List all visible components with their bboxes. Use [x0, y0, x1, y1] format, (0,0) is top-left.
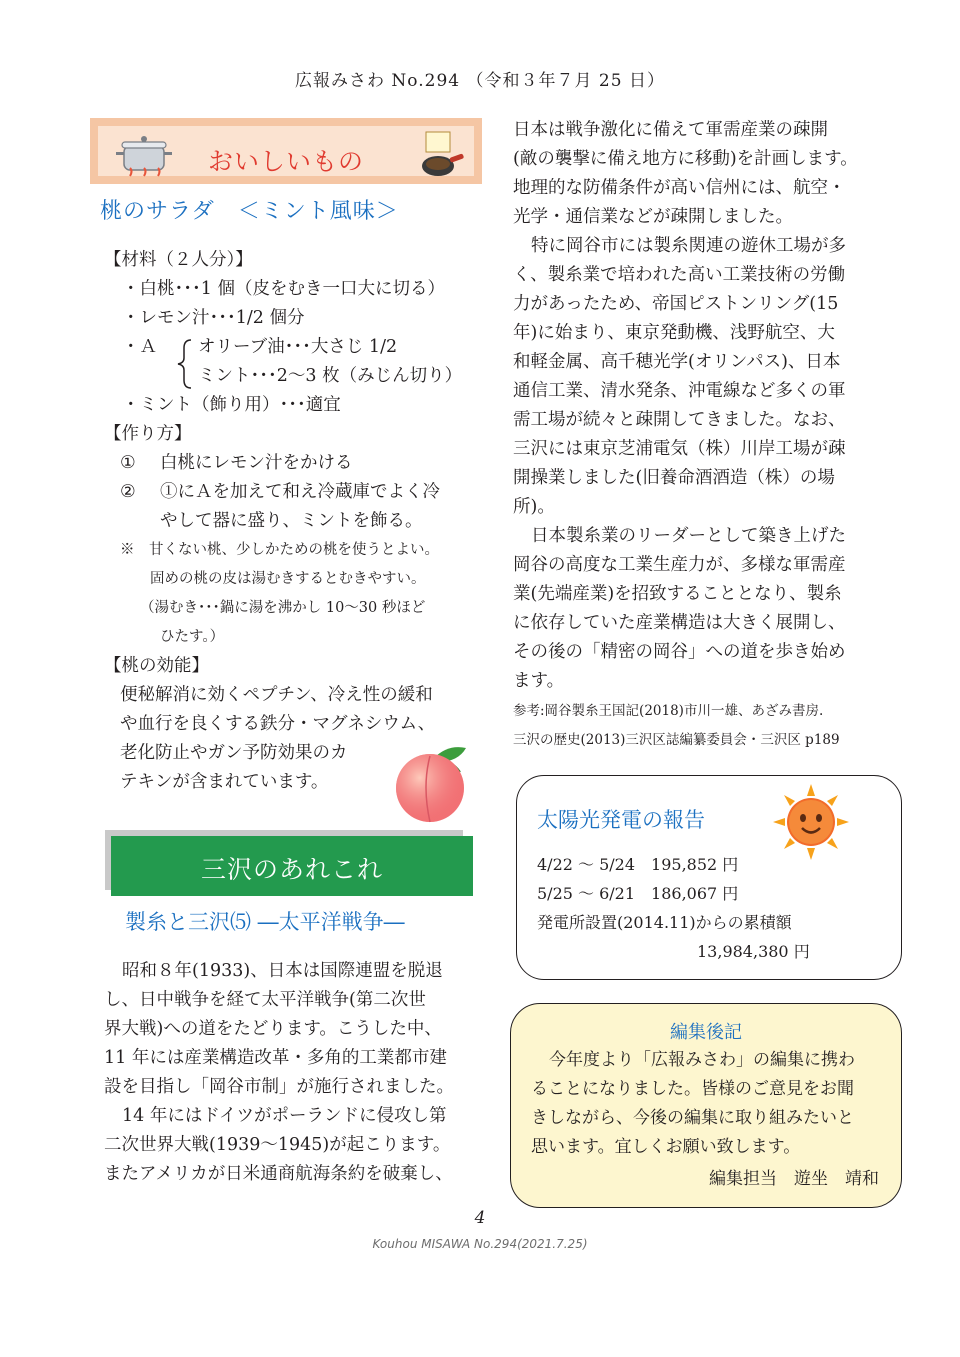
postscript-line: 思います。宜しくお願い致します。	[531, 1137, 801, 1157]
article-line: 二次世界大戦(1939～1945)が起こります。	[104, 1135, 451, 1155]
article-line: 需工場が続々と疎開してきました。なお、	[513, 410, 846, 430]
article-line: その後の「精密の岡谷」への道を歩き始め	[513, 642, 846, 662]
effect-text: や血行を良くする鉄分・マグネシウム、	[120, 714, 436, 734]
ingredient-a-label: ・Ａ	[122, 337, 157, 357]
article-line: 年)に始まり、東京発動機、浅野航空、大	[513, 323, 835, 343]
ingredient-a-item: オリーブ油･･･大さじ 1/2	[198, 337, 398, 357]
article-line: 日本製糸業のリーダーとして築き上げた	[531, 526, 846, 546]
postscript-title: 編集後記	[670, 1022, 742, 1043]
article-line: 開操業しました(旧養命酒酒造（株）の場	[513, 468, 835, 488]
step-text: ①にＡを加えて和え冷蔵庫でよく冷	[160, 482, 440, 502]
page-footer: Kouhou MISAWA No.294(2021.7.25)	[372, 1237, 588, 1251]
postscript-line: きしながら、今後の編集に取り組みたいと	[531, 1108, 854, 1128]
solar-report-box	[516, 775, 902, 980]
sanzawa-banner	[105, 830, 473, 896]
article-line: 三沢には東京芝浦電気（株）川岸工場が疎	[513, 439, 846, 459]
oishii-title: おいしいもの	[207, 147, 364, 176]
article-line: 設を目指し「岡谷市制」が施行されました。	[104, 1077, 454, 1097]
effect-text: 便秘解消に効くペプチン、冷え性の緩和	[120, 685, 433, 705]
recipe-title: 桃のサラダ ＜ミント風味＞	[100, 199, 399, 224]
reference-line: 参考:岡谷製糸王国記(2018)市川一雄、あざみ書房.	[513, 703, 824, 719]
article-line: 地理的な防備条件が高い信州には、航空・	[513, 178, 846, 198]
ingredient-a-item: ミント･･･2～3 枚（みじん切り）	[198, 366, 463, 386]
solar-cumulative-label: 発電所設置(2014.11)からの累積額	[537, 913, 792, 932]
article-line: 和軽金属、高千穂光学(オリンパス)、日本	[513, 352, 841, 372]
step-number: ②	[120, 482, 136, 502]
sanzawa-title: 三沢のあれこれ	[200, 855, 383, 884]
note-text: ※ 甘くない桃、少しかための桃を使うとよい。	[120, 542, 439, 558]
article-line: 力があったため、帝国ピストンリング(15	[513, 294, 839, 314]
article-line: 特に岡谷市には製糸関連の遊休工場が多	[531, 236, 846, 256]
article-line: (敵の襲撃に備え地方に移動)を計画します。	[513, 149, 858, 169]
solar-period-2: 5/25 ～ 6/21 186,067 円	[537, 884, 739, 903]
step-number: ①	[120, 453, 136, 473]
note-text: ひたす。）	[160, 629, 225, 645]
ingredient-item: ・ミント（飾り用）･･･適宜	[122, 395, 341, 415]
postscript-signature: 編集担当 遊坐 靖和	[709, 1169, 879, 1189]
effect-heading: 【桃の効能】	[104, 656, 209, 676]
article-line: 業(先端産業)を招致することとなり、製糸	[513, 584, 842, 604]
article-line: 通信工業、清水発条、沖電線など多くの軍	[513, 381, 846, 401]
reference-line: 三沢の歴史(2013)三沢区誌編纂委員会・三沢区 p189	[513, 732, 840, 748]
page-number: 4	[474, 1208, 486, 1228]
postscript-line: ることになりました。皆様のご意見をお聞	[531, 1079, 854, 1099]
article-line: に依存していた産業構造は大きく展開し、	[513, 613, 846, 633]
note-text: （湯むき･･･鍋に湯を沸かし 10～30 秒ほど	[140, 600, 426, 616]
oishii-banner	[90, 118, 482, 184]
note-text: 固めの桃の皮は湯むきするとむきやすい。	[150, 571, 426, 587]
article-line: 所)。	[513, 497, 555, 517]
ingredient-item: ・レモン汁･･･1/2 個分	[122, 308, 305, 328]
series-title: 製糸と三沢⑸ ―太平洋戦争―	[125, 910, 405, 934]
article-line: 日本は戦争激化に備えて軍需産業の疎開	[513, 120, 828, 140]
step-text: やして器に盛り、ミントを飾る。	[160, 511, 423, 531]
brace-icon	[175, 338, 193, 390]
article-line: またアメリカが日米通商航海条約を破棄し、	[104, 1164, 453, 1184]
effect-text: 老化防止やガン予防効果のカ	[120, 743, 348, 763]
article-line: く、製糸業で培われた高い工業技術の労働	[513, 265, 846, 285]
article-line: し、日中戦争を経て太平洋戦争(第二次世	[104, 990, 426, 1010]
peach-icon	[390, 744, 482, 824]
method-heading: 【作り方】	[104, 424, 192, 444]
article-line: 岡谷の高度な工業生産力が、多様な軍需産	[513, 555, 846, 575]
ingredients-heading: 【材料（２人分）】	[104, 250, 253, 270]
page-header: 広報みさわ No.294 （令和３年７月 25 日）	[295, 71, 665, 91]
editor-postscript-box	[510, 1003, 902, 1208]
article-line: 14 年にはドイツがポーランドに侵攻し第	[122, 1106, 447, 1126]
solar-title: 太陽光発電の報告	[537, 808, 705, 832]
article-line: ます。	[513, 671, 565, 691]
article-line: 界大戦)への道をたどります。こうした中、	[104, 1019, 442, 1039]
sun-icon	[771, 782, 851, 862]
solar-cumulative-total: 13,984,380 円	[697, 942, 810, 961]
frying-pan-icon	[416, 130, 464, 182]
step-text: 白桃にレモン汁をかける	[160, 453, 353, 473]
article-line: 昭和８年(1933)、日本は国際連盟を脱退	[122, 961, 443, 981]
solar-period-1: 4/22 ～ 5/24 195,852 円	[537, 855, 739, 874]
effect-text: テキンが含まれています。	[120, 772, 329, 792]
article-line: 11 年には産業構造改革・多角的工業都市建	[104, 1048, 447, 1068]
postscript-line: 今年度より「広報みさわ」の編集に携わ	[549, 1050, 855, 1070]
article-line: 光学・通信業などが疎開しました。	[513, 207, 793, 227]
ingredient-item: ・白桃･･･1 個（皮をむき一口大に切る）	[122, 279, 445, 299]
